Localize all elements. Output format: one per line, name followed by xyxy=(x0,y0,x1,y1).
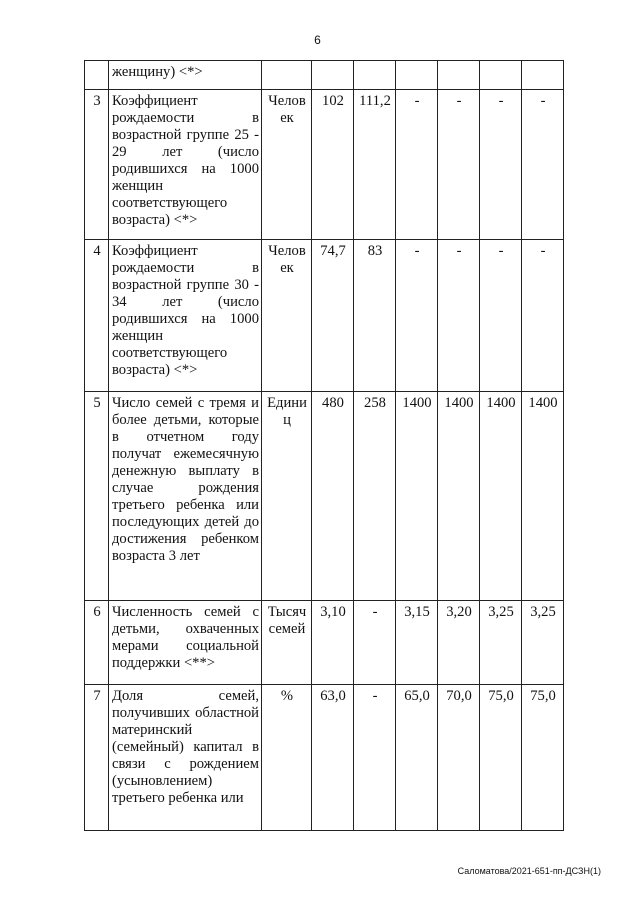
row-number-cell: 6 xyxy=(85,601,109,685)
value-cell: 1400 xyxy=(438,392,480,601)
table-row xyxy=(85,392,564,601)
table-row xyxy=(85,61,564,90)
value-cell: 111,2 xyxy=(354,90,396,240)
value-cell: 3,15 xyxy=(396,601,438,685)
row-number-cell: 4 xyxy=(85,240,109,392)
value-cell: - xyxy=(396,90,438,240)
value-cell xyxy=(522,61,564,90)
value-cell: 75,0 xyxy=(480,685,522,831)
value-cell: - xyxy=(354,601,396,685)
value-cell: 1400 xyxy=(396,392,438,601)
unit-cell: Едини ц xyxy=(262,392,312,601)
value-cell: 70,0 xyxy=(438,685,480,831)
value-cell: - xyxy=(522,240,564,392)
table-row xyxy=(85,90,564,240)
value-cell: 63,0 xyxy=(312,685,354,831)
indicator-name-cell: Доля семей, получивших областной материнский (семейный) капитал в связи с рождением (усыновлением) третьего ребенка или xyxy=(109,685,262,831)
indicator-name-cell: женщину) <*> xyxy=(109,61,262,90)
value-cell: 74,7 xyxy=(312,240,354,392)
value-cell: 3,25 xyxy=(522,601,564,685)
value-cell: - xyxy=(480,240,522,392)
row-number-cell xyxy=(85,61,109,90)
value-cell: 3,25 xyxy=(480,601,522,685)
value-cell: - xyxy=(480,90,522,240)
unit-cell: % xyxy=(262,685,312,831)
table-row xyxy=(85,685,564,831)
value-cell xyxy=(438,61,480,90)
indicator-name-cell: Коэффициент рождаемости в возрастной группе 25 - 29 лет (число родившихся на 1000 женщин соответствующего возраста) <*> xyxy=(109,90,262,240)
value-cell: 65,0 xyxy=(396,685,438,831)
value-cell: 3,10 xyxy=(312,601,354,685)
table-row xyxy=(85,240,564,392)
row-number-cell: 7 xyxy=(85,685,109,831)
unit-cell xyxy=(262,61,312,90)
unit-cell: Тысяч семей xyxy=(262,601,312,685)
indicator-name-cell: Численность семей с детьми, охваченных мерами социальной поддержки <**> xyxy=(109,601,262,685)
unit-cell: Челов ек xyxy=(262,240,312,392)
value-cell xyxy=(396,61,438,90)
value-cell: 480 xyxy=(312,392,354,601)
table-row xyxy=(85,601,564,685)
value-cell: - xyxy=(396,240,438,392)
value-cell: 83 xyxy=(354,240,396,392)
value-cell xyxy=(480,61,522,90)
value-cell xyxy=(312,61,354,90)
value-cell: 1400 xyxy=(522,392,564,601)
value-cell: 3,20 xyxy=(438,601,480,685)
indicator-name-cell: Коэффициент рождаемости в возрастной группе 30 - 34 лет (число родившихся на 1000 женщин соответствующего возраста) <*> xyxy=(109,240,262,392)
unit-cell: Челов ек xyxy=(262,90,312,240)
value-cell: - xyxy=(522,90,564,240)
page-number: 6 xyxy=(314,33,321,47)
value-cell: 75,0 xyxy=(522,685,564,831)
indicator-name-cell: Число семей с тремя и более детьми, которые в отчетном году получат ежемесячную денежную выплату в случае рождения третьего ребенка или последующих детей до достижения ребенком возраста 3 лет xyxy=(109,392,262,601)
row-number-cell: 3 xyxy=(85,90,109,240)
row-number-cell: 5 xyxy=(85,392,109,601)
indicators-table xyxy=(84,60,564,831)
value-cell: - xyxy=(438,90,480,240)
value-cell: 102 xyxy=(312,90,354,240)
value-cell xyxy=(354,61,396,90)
value-cell: - xyxy=(438,240,480,392)
value-cell: 1400 xyxy=(480,392,522,601)
value-cell: 258 xyxy=(354,392,396,601)
document-footer: Саломатова/2021-651-пп-ДСЗН(1) xyxy=(457,866,601,876)
value-cell: - xyxy=(354,685,396,831)
